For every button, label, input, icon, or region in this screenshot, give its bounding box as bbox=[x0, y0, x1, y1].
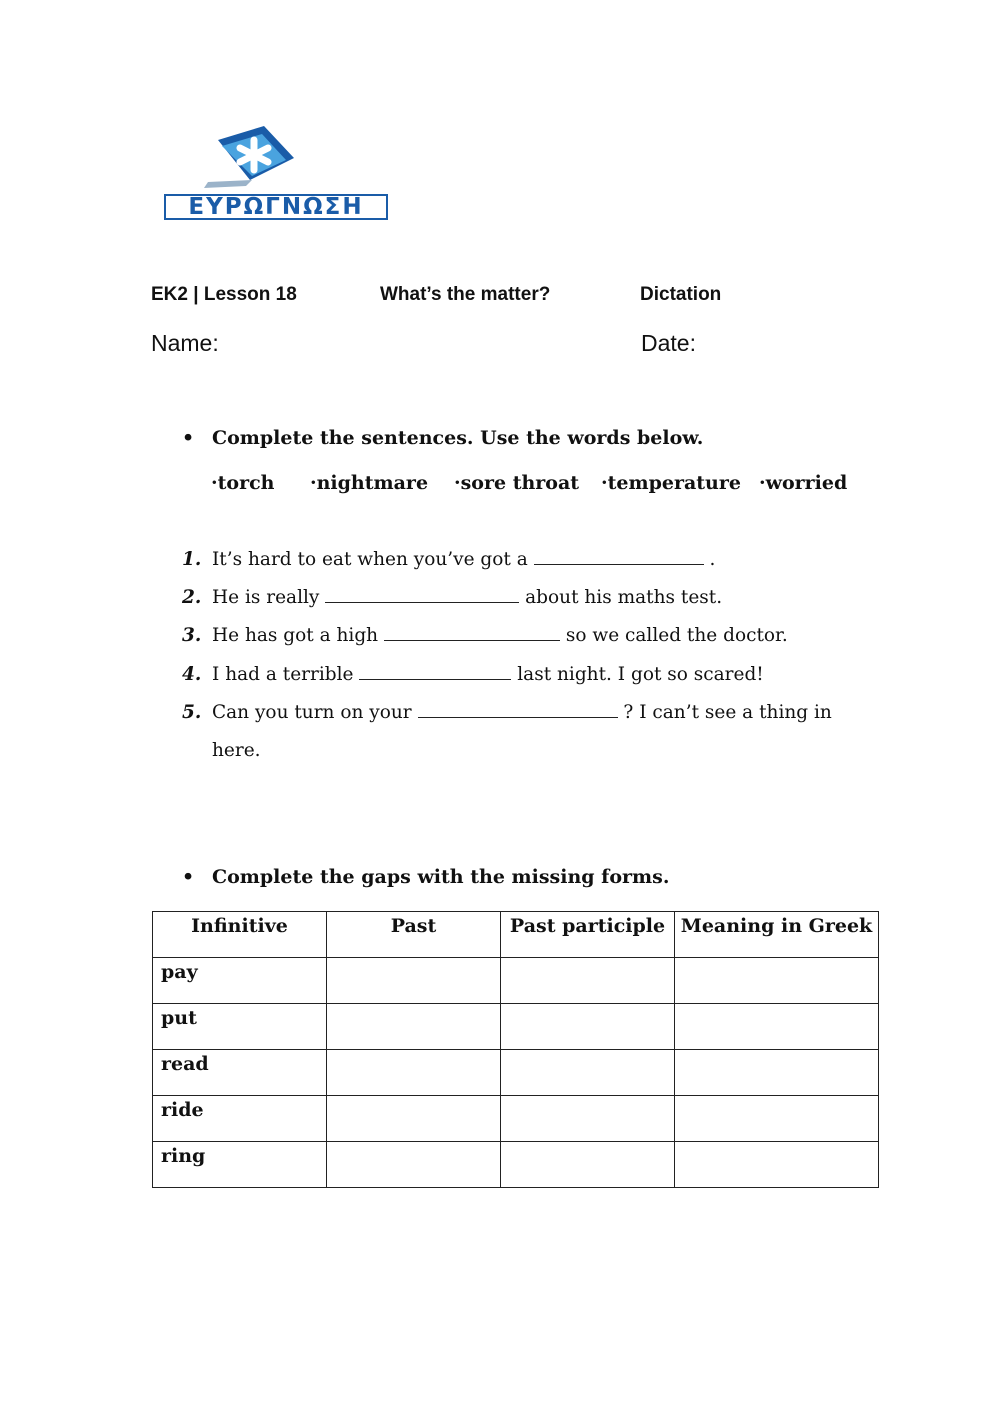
column-header-past-participle: Past participle bbox=[501, 912, 675, 958]
topic-title: What’s the matter? bbox=[380, 284, 551, 305]
instruction-2 bbox=[182, 866, 669, 888]
past-participle-cell[interactable] bbox=[501, 1050, 675, 1096]
past-cell[interactable] bbox=[327, 958, 501, 1004]
sentence-1 bbox=[182, 549, 715, 570]
past-cell[interactable] bbox=[327, 1050, 501, 1096]
word-bank-item: ·worried bbox=[759, 472, 848, 494]
infinitive-cell: put bbox=[153, 1004, 327, 1050]
meaning-cell[interactable] bbox=[675, 1142, 879, 1188]
past-participle-cell[interactable] bbox=[501, 1096, 675, 1142]
table-header-row bbox=[153, 912, 879, 958]
meaning-cell[interactable] bbox=[675, 1004, 879, 1050]
instruction-text: Complete the sentences. Use the words below. bbox=[212, 427, 704, 449]
sentence-4 bbox=[182, 664, 764, 685]
instruction-text: Complete the gaps with the missing forms. bbox=[212, 866, 670, 888]
worksheet-type: Dictation bbox=[640, 284, 722, 305]
past-participle-cell[interactable] bbox=[501, 1142, 675, 1188]
answer-blank[interactable] bbox=[359, 665, 511, 680]
sentence-text: so we called the doctor. bbox=[565, 625, 788, 646]
table-row bbox=[153, 1004, 879, 1050]
sentence-3 bbox=[182, 625, 788, 646]
sentence-number: 3. bbox=[182, 625, 202, 646]
bullet: • bbox=[182, 866, 195, 888]
infinitive-cell: ring bbox=[153, 1142, 327, 1188]
date-label: Date: bbox=[641, 330, 696, 356]
table-row bbox=[153, 1050, 879, 1096]
past-cell[interactable] bbox=[327, 1096, 501, 1142]
past-cell[interactable] bbox=[327, 1142, 501, 1188]
star-cross-logo-icon bbox=[160, 122, 392, 202]
sentence-number: 2. bbox=[182, 587, 202, 608]
infinitive-cell: ride bbox=[153, 1096, 327, 1142]
infinitive-cell: read bbox=[153, 1050, 327, 1096]
answer-blank[interactable] bbox=[534, 550, 704, 565]
word-bank-item: ·sore throat bbox=[454, 472, 580, 494]
sentence-text: I had a terrible bbox=[212, 664, 354, 685]
instruction-1 bbox=[182, 427, 703, 449]
word-bank-item: ·torch bbox=[211, 472, 275, 494]
past-cell[interactable] bbox=[327, 1004, 501, 1050]
sentence-text: Can you turn on your bbox=[212, 702, 412, 723]
sentence-text: He has got a high bbox=[212, 625, 379, 646]
sentence-5 bbox=[182, 702, 832, 723]
column-header-meaning: Meaning in Greek bbox=[675, 912, 879, 958]
word-bank-item: ·temperature bbox=[601, 472, 741, 494]
name-label: Name: bbox=[151, 330, 219, 356]
sentence-number: 5. bbox=[182, 702, 202, 723]
sentence-number: 1. bbox=[182, 549, 202, 570]
column-header-infinitive: Infinitive bbox=[153, 912, 327, 958]
past-participle-cell[interactable] bbox=[501, 958, 675, 1004]
logo bbox=[160, 122, 392, 222]
column-header-past: Past bbox=[327, 912, 501, 958]
answer-blank[interactable] bbox=[384, 626, 560, 641]
answer-blank[interactable] bbox=[418, 703, 618, 718]
sentence-text: . bbox=[703, 549, 716, 570]
bullet: • bbox=[182, 427, 195, 449]
verb-forms-table bbox=[152, 911, 879, 1188]
sentence-text: It’s hard to eat when you’ve got a bbox=[212, 549, 528, 570]
meaning-cell[interactable] bbox=[675, 958, 879, 1004]
table-row bbox=[153, 1096, 879, 1142]
sentence-text: last night. I got so scared! bbox=[517, 664, 764, 685]
sentence-text: ? I can’t see a thing in bbox=[623, 702, 832, 723]
infinitive-cell: pay bbox=[153, 958, 327, 1004]
sentence-text: He is really bbox=[212, 587, 320, 608]
sentence-text: about his maths test. bbox=[525, 587, 723, 608]
sentence-5-continuation: here. bbox=[212, 740, 261, 761]
word-bank-item: ·nightmare bbox=[310, 472, 429, 494]
meaning-cell[interactable] bbox=[675, 1050, 879, 1096]
table-row bbox=[153, 958, 879, 1004]
past-participle-cell[interactable] bbox=[501, 1004, 675, 1050]
logo-wordmark: ΕΥΡΩΓΝΩΣΗ bbox=[164, 194, 388, 220]
answer-blank[interactable] bbox=[325, 588, 519, 603]
course-label: EK2 | Lesson 18 bbox=[151, 284, 297, 305]
table-row bbox=[153, 1142, 879, 1188]
sentence-number: 4. bbox=[182, 664, 202, 685]
meaning-cell[interactable] bbox=[675, 1096, 879, 1142]
sentence-2 bbox=[182, 587, 722, 608]
